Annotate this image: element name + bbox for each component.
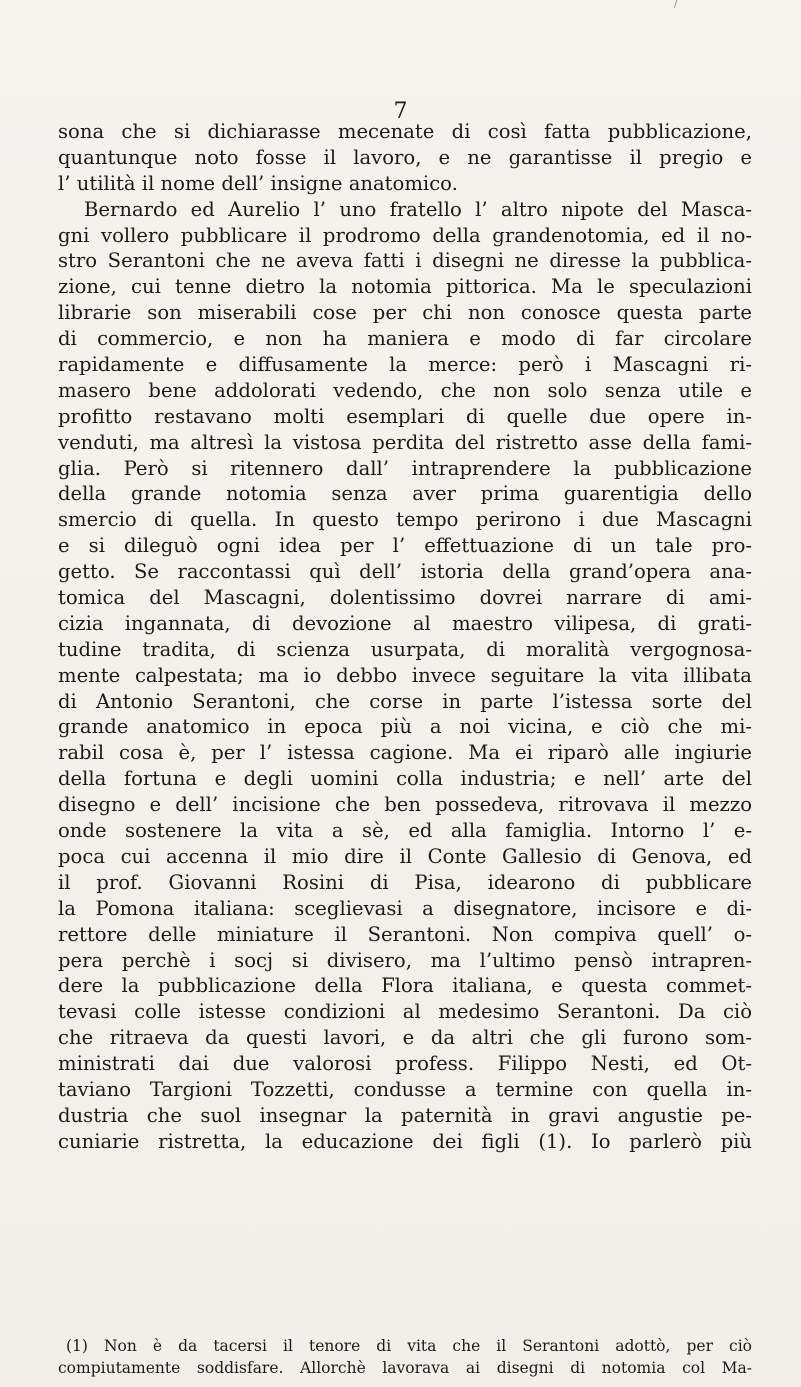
- text-line: poca cui accenna il mio dire il Conte Gallesio di Genova, ed: [58, 844, 752, 868]
- text-line: taviano Targioni Tozzetti, condusse a termine con quella in-: [58, 1077, 752, 1101]
- text-line: tudine tradita, di scienza usurpata, di moralità vergognosa-: [58, 637, 752, 661]
- text-line: smercio di quella. In questo tempo perirono i due Mascagni: [58, 508, 752, 532]
- text-line: mente calpestata; ma io debbo invece seguitare la vita illibata: [58, 663, 752, 687]
- text-line: onde sostenere la vita a sè, ed alla famiglia. Intorno l’ e-: [58, 819, 752, 843]
- text-line: ministrati dai due valorosi profess. Filippo Nesti, ed Ot-: [58, 1052, 752, 1076]
- text-line: di commercio, e non ha maniera e modo di far circolare: [58, 327, 752, 351]
- text-line: pera perchè i socj si divisero, ma l’ultimo pensò intrapren-: [58, 948, 752, 972]
- text-line: rapidamente e diffusamente la merce: però i Mascagni ri-: [58, 353, 752, 377]
- text-line: profitto restavano molti esemplari di quelle due opere in-: [58, 404, 752, 428]
- text-line: Bernardo ed Aurelio l’ uno fratello l’ altro nipote del Masca-: [84, 197, 752, 221]
- corner-mark: /: [674, 0, 678, 10]
- text-line: che ritraeva da questi lavori, e da altri che gli furono som-: [58, 1026, 752, 1050]
- text-line: rabil cosa è, per l’ istessa cagione. Ma ei riparò alle ingiurie: [58, 741, 752, 765]
- text-line: masero bene addolorati vedendo, che non solo senza utile e: [58, 378, 752, 402]
- page-number: 7: [393, 99, 408, 124]
- text-line: dere la pubblicazione della Flora italiana, e questa commet-: [58, 974, 752, 998]
- text-line: zione, cui tenne dietro la notomia pittorica. Ma le speculazioni: [58, 275, 752, 299]
- text-line: sona che si dichiarasse mecenate di così fatta pubblicazione,: [58, 120, 752, 143]
- text-line: librarie son miserabili cose per chi non conosce questa parte: [58, 301, 752, 325]
- text-line: e si dileguò ogni idea per l’ effettuazione di un tale pro-: [58, 534, 752, 558]
- text-line: la Pomona italiana: sceglievasi a disegnatore, incisore e di-: [58, 896, 752, 920]
- main-text: [58, 119, 752, 1155]
- text-line: venduti, ma altresì la vistosa perdita del ristretto asse della fami-: [58, 430, 752, 454]
- footnote-line: (1) Non è da tacersi il tenore di vita che il Serantoni adottò, per ciò: [66, 1337, 752, 1355]
- footnotes: [58, 1335, 752, 1379]
- text-line: l’ utilità il nome dell’ insigne anatomico.: [58, 171, 458, 195]
- text-line: di Antonio Serantoni, che corse in parte l’istessa sorte del: [58, 689, 752, 713]
- text-line: getto. Se raccontassi quì dell’ istoria della grand’opera ana-: [58, 560, 752, 584]
- text-line: glia. Però si ritennero dall’ intraprendere la pubblicazione: [58, 456, 752, 480]
- text-line: dustria che suol insegnar la paternità in gravi angustie pe-: [58, 1103, 752, 1127]
- text-line: stro Serantoni che ne aveva fatti i disegni ne diresse la pubblica-: [58, 249, 752, 273]
- text-line: cuniarie ristretta, la educazione dei figli (1). Io parlerò più: [58, 1129, 752, 1153]
- text-line: grande anatomico in epoca più a noi vicina, e ciò che mi-: [58, 715, 752, 739]
- text-line: della fortuna e degli uomini colla industria; e nell’ arte del: [58, 767, 752, 791]
- text-line: rettore delle miniature il Serantoni. Non compiva quell’ o-: [58, 922, 752, 946]
- text-line: tevasi colle istesse condizioni al medesimo Serantoni. Da ciò: [58, 1000, 752, 1024]
- text-line: della grande notomia senza aver prima guarentigia dello: [58, 482, 752, 506]
- text-line: il prof. Giovanni Rosini di Pisa, idearono di pubblicare: [58, 870, 752, 894]
- text-line: tomica del Mascagni, dolentissimo dovrei narrare di ami-: [58, 586, 752, 610]
- text-line: quantunque noto fosse il lavoro, e ne garantisse il pregio e: [58, 145, 752, 169]
- text-line: disegno e dell’ incisione che ben possedeva, ritrovava il mezzo: [58, 793, 752, 817]
- footnote-line: compiutamente soddisfare. Allorchè lavorava ai disegni di notomia col Ma-: [58, 1359, 752, 1377]
- text-line: cizia ingannata, di devozione al maestro vilipesa, di grati-: [58, 611, 752, 635]
- text-line: gni vollero pubblicare il prodromo della grandenotomia, ed il no-: [58, 223, 752, 247]
